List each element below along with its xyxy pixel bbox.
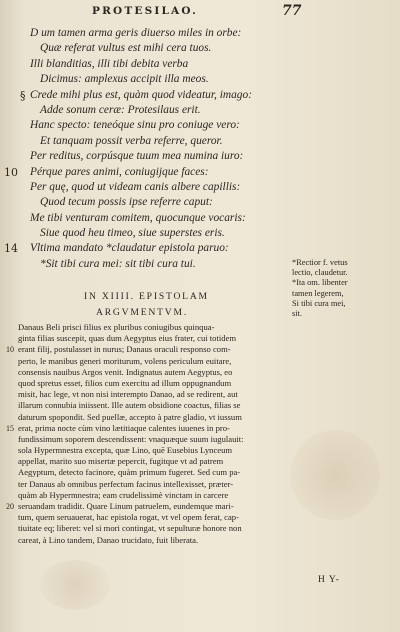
verse-text: Dicimus: amplexus accipit illa meos. — [40, 73, 209, 86]
prose-line — [6, 344, 318, 355]
verse-text: Hanc specto: teneóque sinu pro coniuge vero: — [30, 119, 240, 132]
prose-line — [18, 456, 318, 467]
margin-note-line: Si tibi cura mei, — [292, 298, 346, 308]
verse-line — [0, 180, 290, 195]
prose-line — [18, 367, 318, 378]
prose-line — [18, 523, 318, 534]
verse-text: Per quę, quod ut videam canis albere capillis: — [30, 180, 241, 193]
running-head: PROTESILAO. — [92, 5, 198, 17]
prose-line — [18, 389, 318, 400]
line-marker: 20 — [6, 502, 14, 511]
prose-text: consensis nauibus Argos venit. Indignatus autem Aegyptus, eo — [18, 366, 233, 377]
prose-line — [18, 400, 318, 411]
verse-line — [0, 57, 290, 72]
prose-text: erant filij, postulasset in nurus; Danaus oraculi responso com- — [18, 344, 231, 355]
verse-line — [0, 257, 290, 272]
prose-line — [18, 434, 318, 445]
catchword: H Y- — [318, 575, 340, 585]
verse-line — [0, 88, 290, 103]
argumentum-heading — [96, 307, 400, 318]
verse-line — [0, 26, 290, 41]
paper-stain — [40, 560, 110, 610]
verse-text: Pérque pares animi, coniugijque faces: — [30, 165, 209, 178]
margin-note-line: tamen legerem, — [292, 288, 344, 298]
margin-note-line: lectio, claudetur. — [292, 268, 348, 278]
verse-text: Me tibi venturam comitem, quocunque vocaris: — [30, 211, 246, 224]
prose-line — [18, 412, 318, 423]
prose-text: seruandam tradidit. Quare Linum patruelem, eundemque mari- — [18, 501, 234, 511]
verse-line — [0, 211, 290, 226]
margin-note-line: sit. — [292, 308, 303, 318]
line-marker: 10 — [4, 165, 18, 179]
verse-text: Per reditus, corpúsque tuum mea numina iuro: — [30, 150, 244, 163]
prose-text: tum, quem seruauerat, hac epistola rogat, vt vel opem ferat, cap- — [18, 512, 239, 523]
prose-text: erat, prima nocte cùm vino lætitiaque calentes iuuenes in pro- — [18, 422, 230, 433]
verse-text: Adde sonum ceræ: Protesilaus erit. — [40, 103, 201, 116]
prose-text: careat, à Lino tandem, Danao trucidato, fuit liberata. — [18, 534, 199, 545]
prose-line — [18, 445, 318, 456]
line-marker: 14 — [4, 242, 18, 256]
verse-text: Siue quod heu timeo, siue superstes eris. — [40, 227, 225, 240]
verse-line — [0, 226, 290, 241]
epistle-title-text: IN XIIII. EPISTOLAM — [84, 291, 209, 302]
prose-line — [18, 490, 318, 501]
prose-text: quàm ab Hypermnestra; eam crudelissimè vinctam in carcere — [18, 489, 229, 500]
prose-text: perto, le manibus generi moriturum, volens periculum euitare, — [18, 355, 232, 366]
verse-text: Crede mihi plus est, quàm quod videatur, imago: — [30, 88, 252, 101]
prose-line — [18, 467, 318, 478]
prose-line — [18, 512, 318, 523]
verse-text: D um tamen arma geris diuerso miles in orbe: — [30, 27, 242, 39]
epistle-title — [84, 288, 400, 302]
margin-note-line: *Rectior f. vetus — [292, 258, 348, 267]
verse-block — [0, 26, 290, 272]
prose-line — [6, 422, 318, 434]
prose-text: Aegyptum, detecto facinore, quàm primum fugeret. Sed cum pa- — [18, 467, 241, 478]
line-marker: 10 — [6, 345, 14, 355]
prose-text: Danaus Beli prisci filius ex pluribus coniugibus quinqua- — [18, 322, 215, 332]
prose-text: fundissimum soporem descendissent: vnaquæque suum iugulauit: — [18, 433, 244, 444]
verse-line — [0, 195, 290, 210]
verse-line — [0, 165, 290, 180]
verse-line — [0, 118, 290, 133]
verse-text: Et tanquam possit verba referre, queror. — [40, 134, 223, 147]
verse-line — [0, 149, 290, 164]
page-header — [0, 4, 400, 22]
verse-line — [0, 103, 290, 118]
verse-line — [0, 41, 290, 56]
page-number: 77 — [282, 3, 302, 19]
verse-text: Quod tecum possis ipse referre caput: — [40, 196, 213, 209]
prose-line — [6, 501, 318, 512]
verse-text: Quæ referat vultus est mihi cera tuos. — [40, 42, 212, 55]
line-marker: 15 — [6, 423, 14, 433]
verse-text: Vltima mandato *claudatur epistola paruo: — [30, 242, 229, 255]
prose-line — [18, 378, 318, 389]
margin-note-line: *Ita om. libenter — [292, 278, 348, 288]
prose-text: sola Hypermnestra excepta, quæ Lino, quē Eusebius Lynceum — [18, 445, 233, 456]
prose-line — [18, 356, 318, 367]
prose-text: appellat, marito suo misertæ pepercit, fugitque vt ad patrem — [18, 456, 224, 467]
line-marker: § — [20, 88, 26, 102]
verse-text: *Sit tibi cura mei: sit tibi cura tui. — [40, 257, 196, 270]
verse-line — [0, 72, 290, 87]
prose-text: ter Danaus ab omnibus perfectum facinus intellexisset, præter- — [18, 478, 234, 489]
prose-text: ginta filias suscepit, quas dum Aegyptus eius frater, cui totidem — [18, 333, 237, 344]
verse-text: Illi blanditias, illi tibi debita verba — [30, 57, 189, 70]
prose-line — [18, 535, 318, 546]
prose-line — [18, 322, 318, 333]
prose-text: illarum connubia iniissent. Ille autem obsidione coactus, filias se — [18, 400, 241, 411]
prose-text: tiuitate eq; liberet: vel si mori contingat, vt sepulturæ honore non — [18, 523, 242, 534]
prose-text: daturum spopondit. Sed puellæ, accepto à patre gladio, vt iussum — [18, 411, 242, 422]
prose-text: misit, hac lege, vt non nisi interempto Danao, ad se redirent, aut — [18, 389, 238, 400]
argumentum-heading-text: ARGVMENTVM. — [96, 307, 189, 318]
verse-line — [0, 241, 290, 256]
prose-line — [18, 333, 318, 344]
verse-line — [0, 134, 290, 149]
prose-line — [18, 479, 318, 490]
prose-text: quod spretus esset, filios cum exercitu ad illum oppugnandum — [18, 377, 232, 388]
argument-prose — [6, 322, 318, 546]
